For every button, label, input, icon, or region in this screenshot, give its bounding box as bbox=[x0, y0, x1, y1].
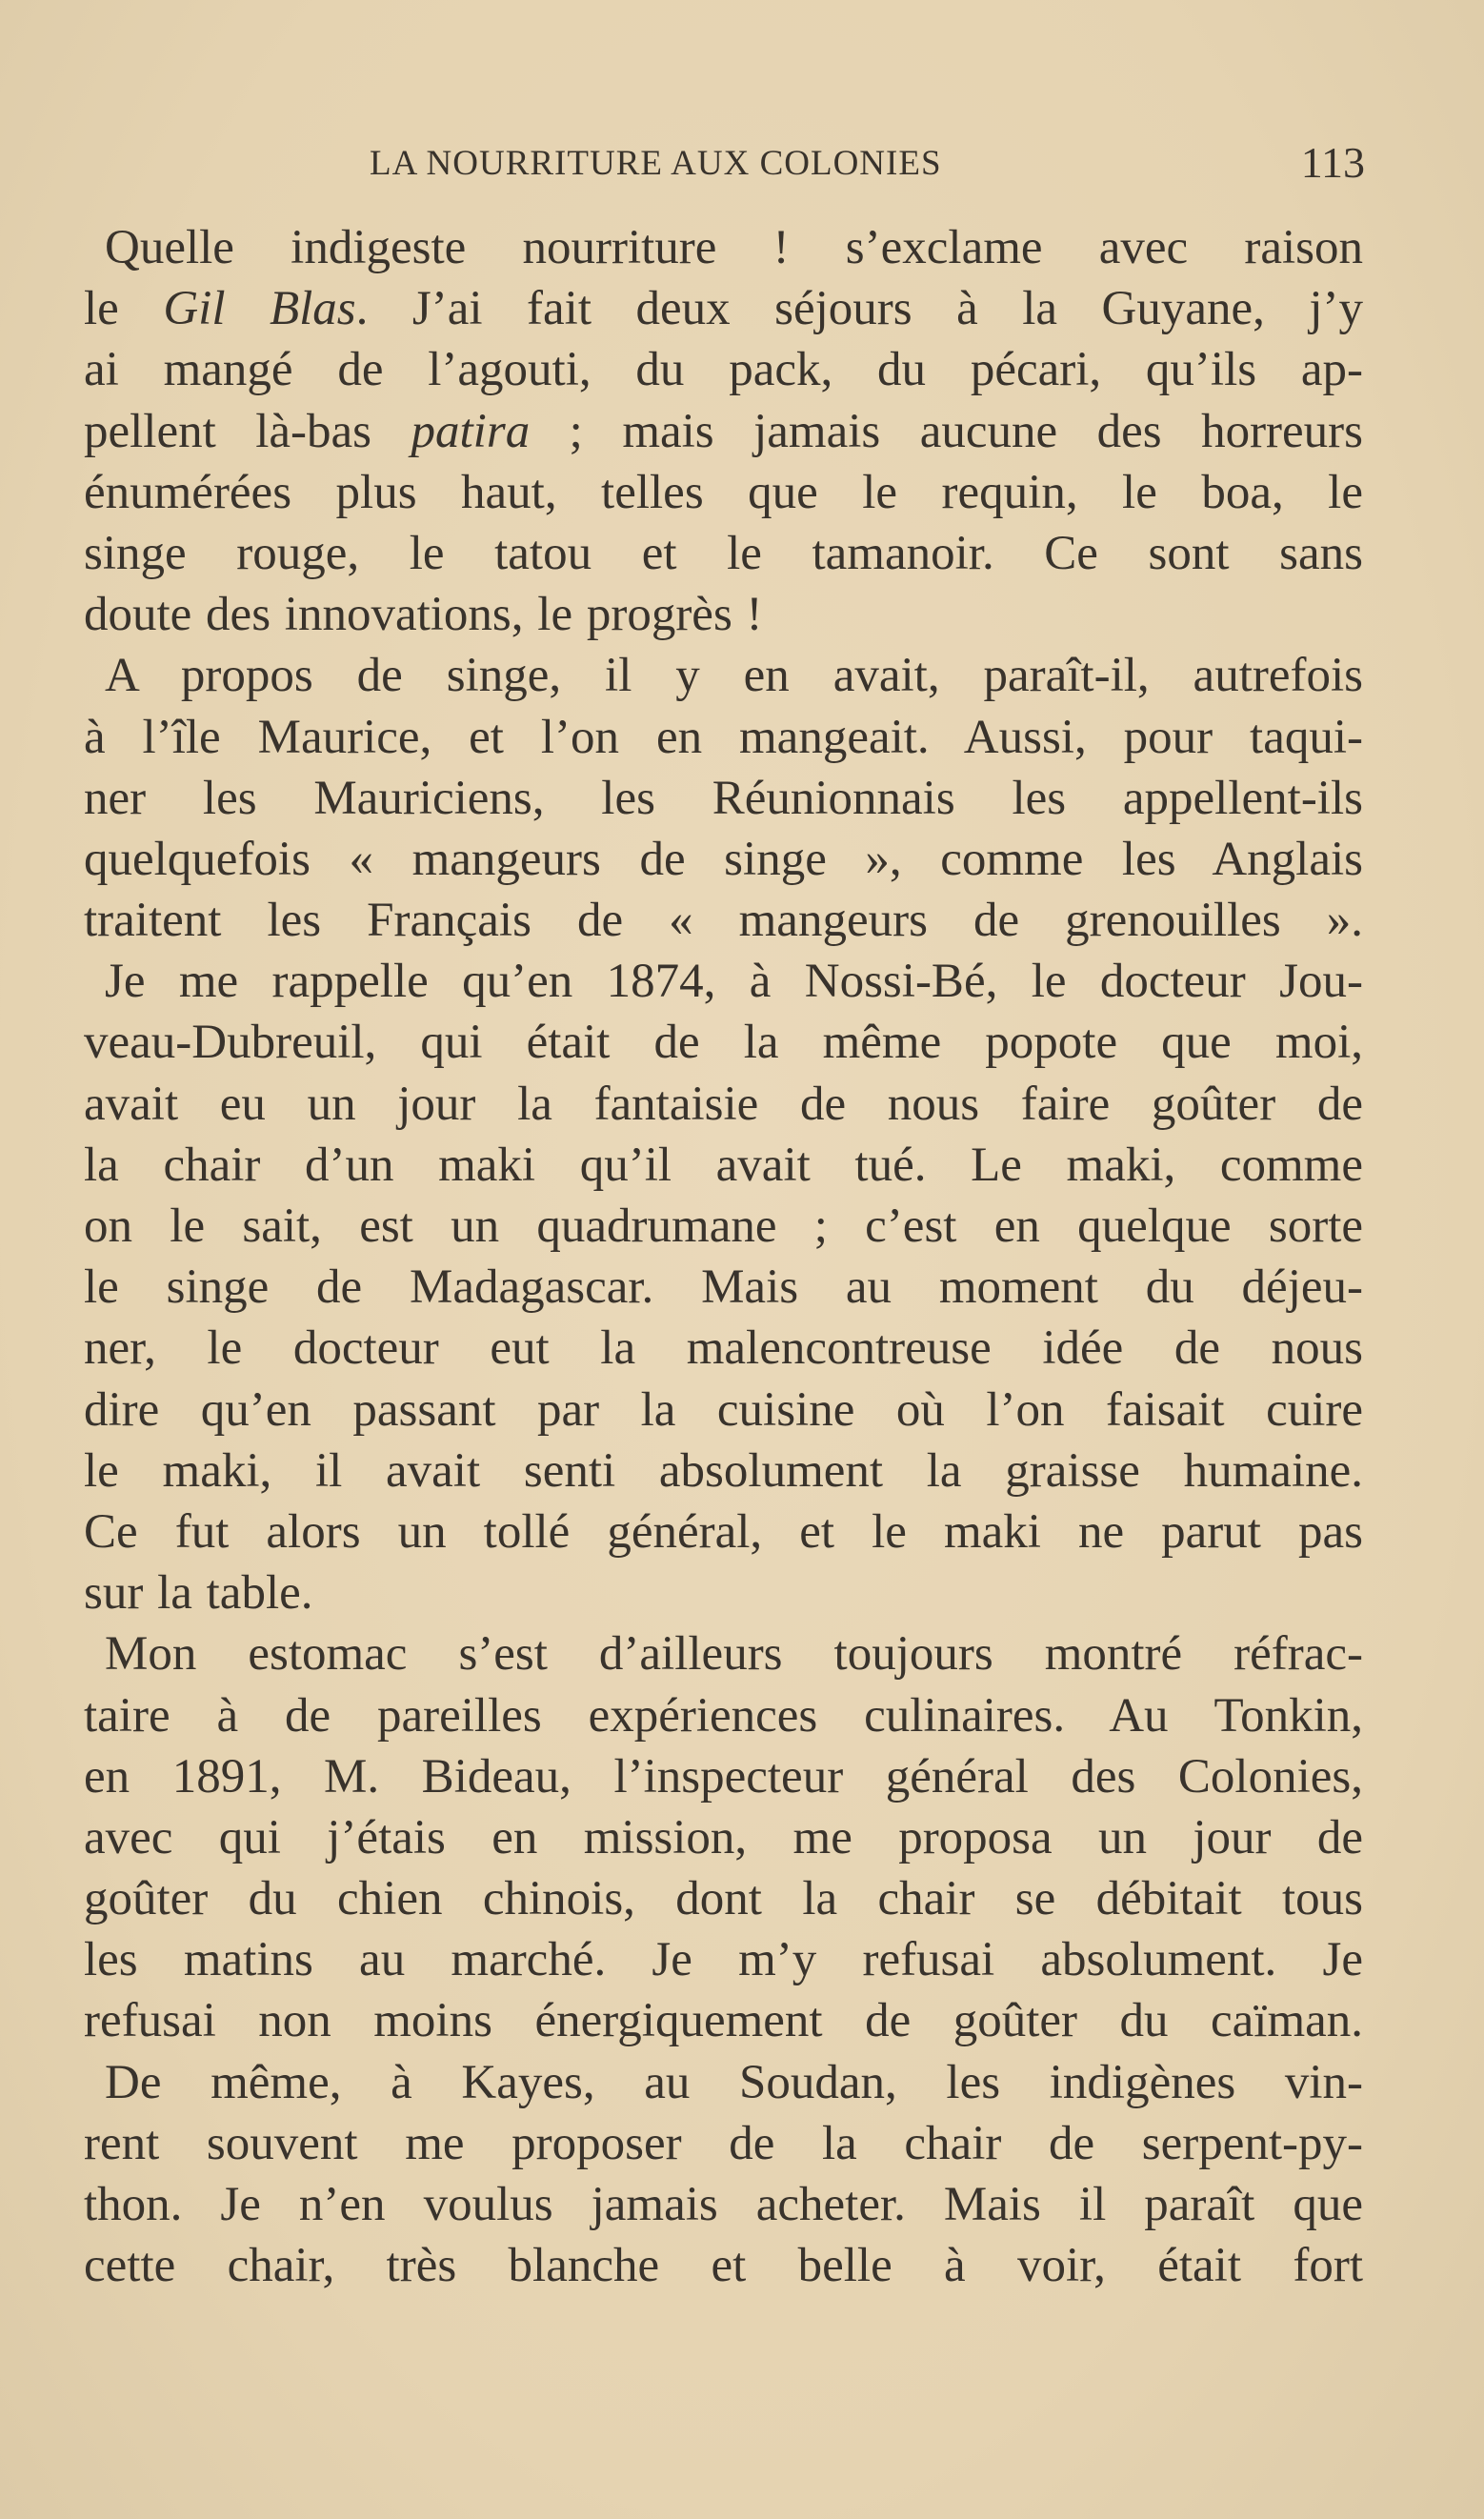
text-line bbox=[84, 829, 1363, 890]
text-segment: Mon estomac s’est d’ailleurs toujours montré réfrac- bbox=[105, 1627, 1363, 1682]
text-line bbox=[84, 401, 1363, 462]
text-line bbox=[84, 1868, 1363, 1929]
text-line bbox=[84, 1562, 1363, 1623]
text-line bbox=[84, 768, 1363, 829]
text-segment: refusai non moins énergiquement de goûter du caïman. bbox=[84, 1994, 1363, 2048]
text-segment: dire qu’en passant par la cuisine où l’on faisait cuire bbox=[84, 1382, 1363, 1437]
text-line bbox=[84, 1318, 1363, 1379]
text-line bbox=[84, 890, 1363, 951]
text-line bbox=[84, 1807, 1363, 1868]
text-line bbox=[84, 2052, 1363, 2113]
text-segment: De même, à Kayes, au Soudan, les indigènes vin- bbox=[105, 2055, 1363, 2109]
text-line bbox=[84, 1929, 1363, 1990]
text-line bbox=[84, 1685, 1363, 1746]
text-segment: veau-Dubreuil, qui était de la même popote que moi, bbox=[84, 1016, 1363, 1070]
text-segment: sur la table. bbox=[84, 1566, 313, 1621]
text-line bbox=[84, 1074, 1363, 1135]
text-line bbox=[84, 1012, 1363, 1073]
text-line bbox=[84, 523, 1363, 584]
text-segment: le bbox=[84, 282, 164, 336]
text-line bbox=[84, 1441, 1363, 1501]
text-line bbox=[84, 1257, 1363, 1318]
text-segment: le singe de Madagascar. Mais au moment du déjeu- bbox=[84, 1260, 1363, 1315]
text-segment: en 1891, M. Bideau, l’inspecteur général des Colonies, bbox=[84, 1749, 1363, 1804]
text-segment: rent souvent me proposer de la chair de serpent-py- bbox=[84, 2116, 1363, 2170]
italic-text: patira bbox=[411, 404, 531, 458]
text-line bbox=[84, 1746, 1363, 1807]
text-line bbox=[84, 217, 1363, 278]
text-segment: A propos de singe, il y en avait, paraît-il, autrefois bbox=[105, 649, 1363, 703]
text-line bbox=[84, 645, 1363, 706]
italic-text: Gil Blas bbox=[163, 282, 356, 336]
running-header bbox=[370, 138, 1365, 200]
text-segment: goûter du chien chinois, dont la chair se débitait tous bbox=[84, 1872, 1363, 1926]
text-segment: . J’ai fait deux séjours à la Guyane, j’y bbox=[355, 282, 1364, 336]
text-segment: on le sait, est un quadrumane ; c’est en quelque sorte bbox=[84, 1199, 1363, 1253]
text-segment: pellent là-bas bbox=[84, 404, 411, 458]
body-text bbox=[84, 217, 1363, 2296]
text-segment: les matins au marché. Je m’y refusai absolument. Je bbox=[84, 1933, 1363, 1987]
text-line bbox=[84, 2113, 1363, 2174]
text-segment: Ce fut alors un tollé général, et le maki ne parut pas bbox=[84, 1504, 1363, 1559]
text-segment: le maki, il avait senti absolument la graisse humaine. bbox=[84, 1443, 1363, 1498]
text-segment: quelquefois « mangeurs de singe », comme les Anglais bbox=[84, 832, 1363, 886]
text-line bbox=[84, 278, 1363, 339]
text-line bbox=[84, 951, 1363, 1012]
text-segment: ai mangé de l’agouti, du pack, du pécari, qu’ils ap- bbox=[84, 343, 1363, 397]
text-segment: taire à de pareilles expériences culinaires. Au Tonkin, bbox=[84, 1688, 1363, 1743]
text-segment: ner, le docteur eut la malencontreuse idée de nous bbox=[84, 1321, 1363, 1376]
running-title: LA NOURRITURE AUX COLONIES bbox=[370, 144, 942, 183]
text-line bbox=[84, 1196, 1363, 1257]
text-segment: doute des innovations, le progrès ! bbox=[84, 588, 763, 642]
text-segment: Quelle indigeste nourriture ! s’exclame avec raison bbox=[105, 221, 1363, 274]
text-segment: avec qui j’étais en mission, me proposa un jour de bbox=[84, 1810, 1363, 1864]
text-line bbox=[84, 584, 1363, 645]
text-line bbox=[84, 1501, 1363, 1562]
text-segment: à l’île Maurice, et l’on en mangeait. Aussi, pour taqui- bbox=[84, 710, 1363, 764]
text-line bbox=[84, 707, 1363, 768]
text-line bbox=[84, 1380, 1363, 1441]
text-segment: ner les Mauriciens, les Réunionnais les appellent-ils bbox=[84, 771, 1363, 825]
text-segment: thon. Je n’en voulus jamais acheter. Mais il paraît que bbox=[84, 2178, 1363, 2231]
text-line bbox=[84, 1135, 1363, 1196]
text-segment: Je me rappelle qu’en 1874, à Nossi-Bé, le docteur Jou- bbox=[105, 955, 1363, 1009]
text-line bbox=[84, 1623, 1363, 1684]
text-segment: traitent les Français de « mangeurs de grenouilles ». bbox=[84, 894, 1363, 948]
text-line bbox=[84, 339, 1363, 400]
text-segment: la chair d’un maki qu’il avait tué. Le maki, comme bbox=[84, 1138, 1363, 1192]
text-line bbox=[84, 1990, 1363, 2051]
text-segment: singe rouge, le tatou et le tamanoir. Ce sont sans bbox=[84, 526, 1363, 580]
text-segment: énumérées plus haut, telles que le requin, le boa, le bbox=[84, 465, 1363, 519]
text-segment: cette chair, très blanche et belle à voir, était fort bbox=[84, 2239, 1363, 2293]
text-segment: avait eu un jour la fantaisie de nous faire goûter de bbox=[84, 1077, 1363, 1131]
text-segment: ; mais jamais aucune des horreurs bbox=[530, 404, 1363, 458]
text-line bbox=[84, 2174, 1363, 2235]
text-line bbox=[84, 2235, 1363, 2296]
text-line bbox=[84, 462, 1363, 523]
page-number: 113 bbox=[1300, 138, 1365, 187]
